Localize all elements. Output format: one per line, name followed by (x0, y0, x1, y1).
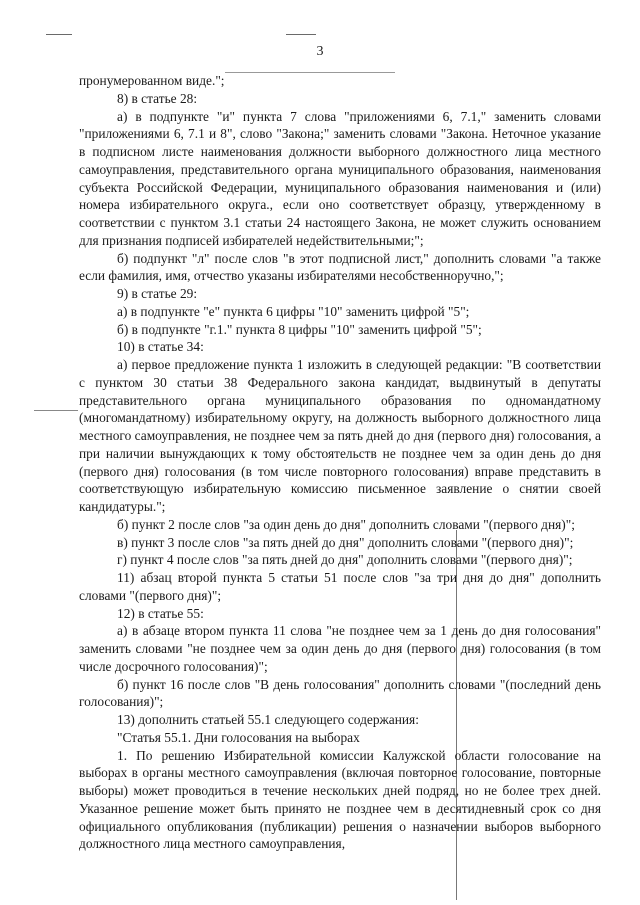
paragraph: "Статья 55.1. Дни голосования на выборах (117, 729, 360, 745)
paragraph: б) пункт 2 после слов "за один день до дня" дополнить словами "(первого дня)"; (117, 516, 575, 532)
paragraph: б) в подпункте "г.1." пункта 8 цифры "10" заменить цифрой "5"; (117, 321, 482, 337)
paragraph: 13) дополнить статьей 55.1 следующего содержания: (117, 712, 419, 727)
paragraph: в) пункт 3 после слов "за пять дней до дня" дополнить словами "(первого дня)"; (117, 534, 574, 550)
paragraph: 10) в статье 34: (117, 339, 204, 355)
paragraph: б) пункт 16 после слов "В день голосования" дополнить словами "(последний день голосования)"; (79, 676, 601, 710)
scan-artifact-top-left (46, 34, 72, 35)
document-body (79, 72, 601, 853)
paragraph: а) в абзаце втором пункта 11 слова "не позднее чем за 1 день до дня голосования" заменить словами "не позднее чем за один день до дня (первого дня) голосования (в том числе досрочного голосования)"; (79, 623, 601, 674)
paragraph: а) в подпункте "е" пункта 6 цифры "10" заменить цифрой "5"; (117, 303, 470, 319)
paragraph: а) в подпункте "и" пункта 7 слова "приложениями 6, 7.1," заменить словами "приложениями 6, 7.1 и 8", слово "Закона;" заменить словами "Закона. Неточное указание в подписном листе наименования должности выборного должностного лица местного самоуправления, представительного органа муниципального образования, наименования субъекта Российской Федерации, муниципального образования наименования и (или) номера избирательного округа., если оно соответствует образцу, утвержденному в соответствии с пунктом 3.1 статьи 24 настоящего Закона, не может служить основанием для признания подписей избирателей недействительными;"; (79, 108, 601, 248)
paragraph: г) пункт 4 после слов "за пять дней до дня" дополнить словами "(первого дня)"; (117, 552, 573, 568)
paragraph: пронумерованном виде."; (79, 73, 225, 88)
scan-artifact-left-margin (34, 410, 78, 411)
paragraph: б) подпункт "л" после слов "в этот подписной лист," дополнить словами "а также если фамилия, имя, отчество указаны избирателями несобственноручно,"; (79, 250, 601, 284)
paragraph: а) первое предложение пункта 1 изложить в следующей редакции: "В соответствии с пунктом 30 статьи 38 Федерального закона кандидат, выдвинутый в депутаты представительного органа муниципального образования по одномандатному (многомандатному) избирательному округу, на должность выборного должностного лица местного самоуправления, не позднее чем за пять дней до дня (первого дня) голосования, а при наличии вынуждающих к тому обстоятельств не позднее чем за один день до дня (первого дня) голосования (в том числе повторного голосования) вправе представить в соответствующую избирательную комиссию письменное заявление о снятии своей кандидатуры."; (79, 357, 601, 514)
paragraph: 1. По решению Избирательной комиссии Калужской области голосование на выборах в органы местного самоуправления (включая повторное голосование, повторные выборы) может проводиться в течение нескольких дней подряд, но не более трех дней. Указанное решение может быть принято не позднее чем в десятидневный срок со дня официального опубликования (публикации) решения о назначении выборов выборного должностного лица местного самоуправления, (79, 747, 601, 852)
paragraph: 9) в статье 29: (117, 286, 198, 301)
paragraph: 11) абзац второй пункта 5 статьи 51 после слов "за три дня до дня" дополнить словами "(первого дня)"; (79, 570, 601, 603)
paragraph: 8) в статье 28: (117, 90, 198, 106)
paragraph: 12) в статье 55: (117, 605, 204, 621)
page-number: 3 (316, 44, 324, 59)
scan-artifact-top-mid (286, 34, 316, 35)
